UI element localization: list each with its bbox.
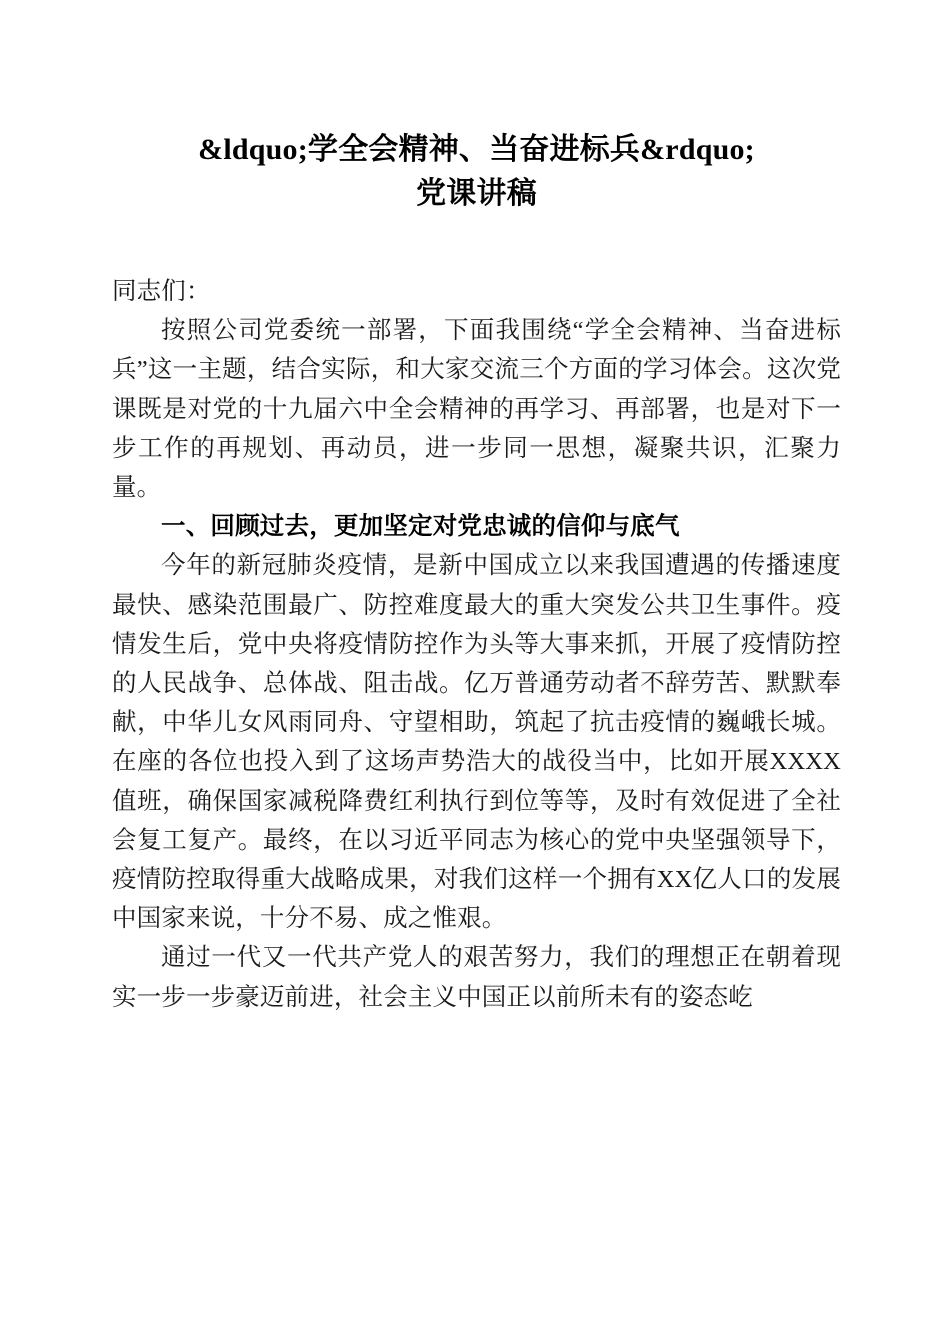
paragraph-intro: 按照公司党委统一部署，下面我围绕“学全会精神、当奋进标兵”这一主题，结合实际，和大家交流三个方面的学习体会。这次党课既是对党的十九届六中全会精神的再学习、再部署，也是对下一步工作的再规划、再动员，进一步同一思想，凝聚共识，汇聚力量。 bbox=[112, 317, 841, 502]
page-title-line-1: &ldquo;学全会精神、当奋进标兵&rdquo; bbox=[198, 133, 755, 166]
section-heading-1: 一、回顾过去，更加坚定对党忠诚的信仰与底气 bbox=[161, 513, 680, 541]
page-title bbox=[112, 0, 841, 216]
page-title-line-2: 党课讲稿 bbox=[416, 177, 537, 210]
title-body-spacer bbox=[112, 216, 841, 272]
salutation: 同志们： bbox=[112, 278, 211, 305]
paragraph-section-1-1: 今年的新冠肺炎疫情，是新中国成立以来我国遭遇的传播速度最快、感染范围最广、防控难度最大的重大突发公共卫生事件。疫情发生后，党中央将疫情防控作为头等大事来抓，开展了疫情防控的人民战争、总体战、阻击战。亿万普通劳动者不辞劳苦、默默奉献，中华儿女风雨同舟、守望相助，筑起了抗击疫情的巍峨长城。在座的各位也投入到了这场声势浩大的战役当中，比如开展XXXX值班，确保国家减税降费红利执行到位等等，及时有效促进了全社会复工复产。最终，在以习近平同志为核心的党中央坚强领导下，疫情防控取得重大战略成果，对我们这样一个拥有XX亿人口的发展中国家来说，十分不易、成之惟艰。 bbox=[112, 552, 841, 933]
paragraph-section-1-2: 通过一代又一代共产党人的艰苦努力，我们的理想正在朝着现实一步一步豪迈前进，社会主义中国正以前所未有的姿态屹 bbox=[112, 944, 841, 1011]
document-content bbox=[112, 0, 841, 1017]
